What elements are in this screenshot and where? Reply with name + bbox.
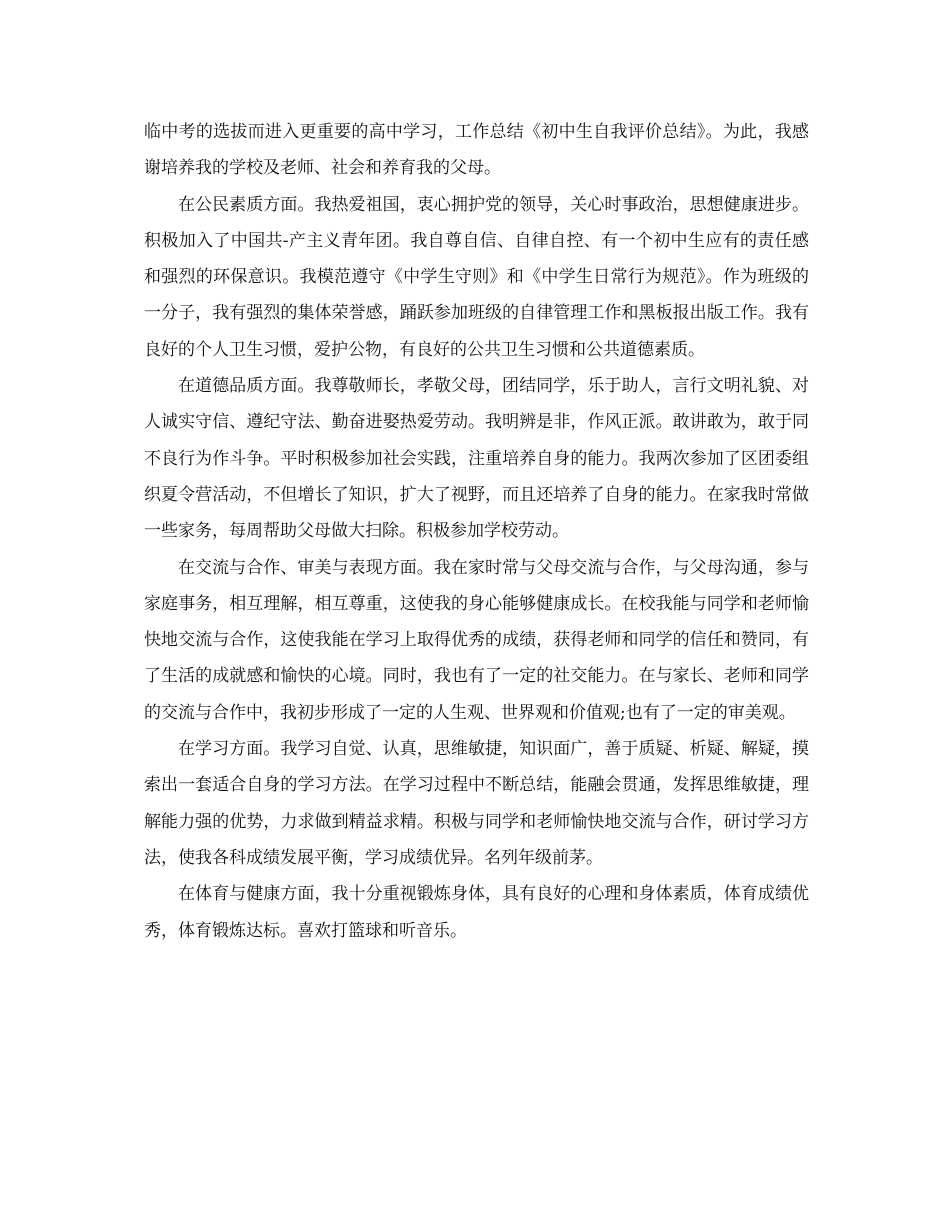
paragraph-communication-aesthetics: 在交流与合作、审美与表现方面。我在家时常与父母交流与合作，与父母沟通，参与家庭事务，相互理解，相互尊重，这使我的身心能够健康成长。在校我能与同学和老师愉快地交流与合作，这使我能在学习上取得优秀的成绩，获得老师和同学的信任和赞同，有了生活的成就感和愉快的心境。同时，我也有了一定的社交能力。在与家长、老师和同学的交流与合作中，我初步形成了一定的人生观、世界观和价值观;也有了一定的审美观。 xyxy=(144,557,809,723)
paragraph-civic-quality: 在公民素质方面。我热爱祖国，衷心拥护党的领导，关心时事政治，思想健康进步。积极加入了中国共-产主义青年团。我自尊自信、自律自控、有一个初中生应有的责任感和强烈的环保意识。我模范遵守《中学生守则》和《中学生日常行为规范》。作为班级的一分子，我有强烈的集体荣誉感，踊跃参加班级的自律管理工作和黑板报出版工作。我有良好的个人卫生习惯，爱护公物，有良好的公共卫生习惯和公共道德素质。 xyxy=(144,194,809,360)
paragraph-intro-continuation: 临中考的选拔而进入更重要的高中学习，工作总结《初中生自我评价总结》。为此，我感谢培养我的学校及老师、社会和养育我的父母。 xyxy=(144,122,809,179)
paragraph-sports-health: 在体育与健康方面，我十分重视锻炼身体，具有良好的心理和身体素质，体育成绩优秀，体育锻炼达标。喜欢打篮球和听音乐。 xyxy=(144,884,809,941)
paragraph-moral-quality: 在道德品质方面。我尊敬师长，孝敬父母，团结同学，乐于助人，言行文明礼貌、对人诚实守信、遵纪守法、勤奋进娶热爱劳动。我明辨是非，作风正派。敢讲敢为，敢于同不良行为作斗争。平时积极参加社会实践，注重培养自身的能力。我两次参加了区团委组织夏令营活动，不但增长了知识，扩大了视野，而且还培养了自身的能力。在家我时常做一些家务，每周帮助父母做大扫除。积极参加学校劳动。 xyxy=(144,376,809,542)
document-body xyxy=(144,114,809,949)
paragraph-study: 在学习方面。我学习自觉、认真，思维敏捷，知识面广，善于质疑、析疑、解疑，摸索出一套适合自身的学习方法。在学习过程中不断总结，能融会贯通，发挥思维敏捷，理解能力强的优势，力求做到精益求精。积极与同学和老师愉快地交流与合作，研讨学习方法，使我各科成绩发展平衡，学习成绩优异。名列年级前茅。 xyxy=(144,739,809,868)
